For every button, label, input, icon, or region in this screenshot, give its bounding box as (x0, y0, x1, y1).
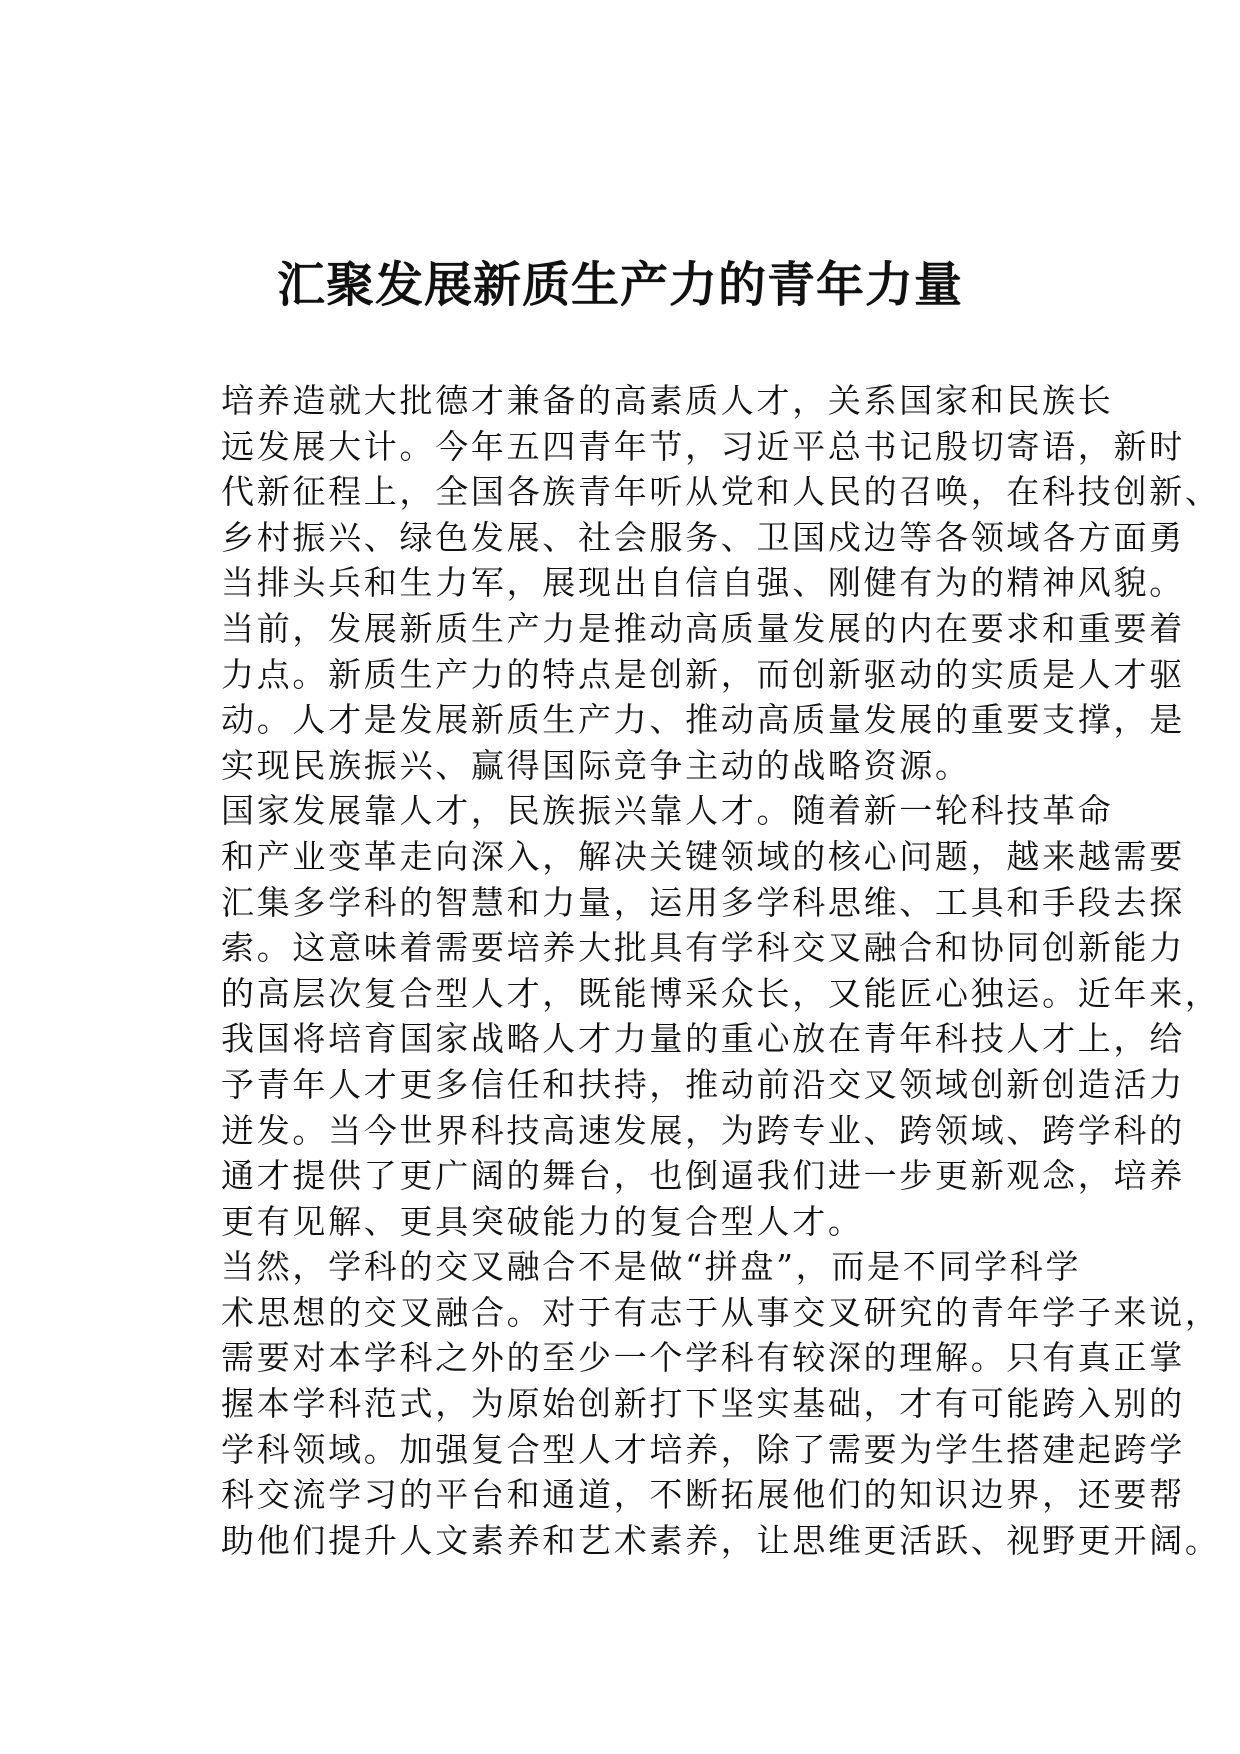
text-line: 助他们提升人文素养和艺术素养，让思维更活跃、视野更开阔。 (221, 1520, 1221, 1560)
text-line: 需要对本学科之外的至少一个学科有较深的理解。只有真正掌 (221, 1338, 1185, 1378)
paragraph-3 (155, 1244, 1221, 1563)
text-line: 当排头兵和生力军，展现出自信自强、刚健有为的精神风貌。 (221, 563, 1185, 603)
text-line: 科交流学习的平台和通道，不断拓展他们的知识边界，还要帮 (221, 1475, 1185, 1515)
document-title: 汇聚发展新质生产力的青年力量 (276, 257, 963, 313)
text-line: 当然，学科的交叉融合不是做“拼盘”，而是不同学科学 (221, 1247, 1082, 1287)
text-line: 实现民族振兴、赢得国际竞争主动的战略资源。 (221, 745, 971, 785)
text-line: 乡村振兴、绿色发展、社会服务、卫国戍边等各领域各方面勇 (221, 517, 1185, 557)
text-line: 的高层次复合型人才，既能博采众长，又能匠心独运。近年来， (221, 973, 1221, 1013)
text-line: 握本学科范式，为原始创新打下坚实基础，才有可能跨入别的 (221, 1384, 1185, 1424)
text-line: 术思想的交叉融合。对于有志于从事交叉研究的青年学子来说， (221, 1292, 1221, 1332)
text-line: 远发展大计。今年五四青年节，习近平总书记殷切寄语，新时 (221, 426, 1185, 466)
document-body (155, 378, 1221, 1563)
text-line: 国家发展靠人才，民族振兴靠人才。随着新一轮科技革命 (221, 791, 1114, 831)
text-line: 代新征程上，全国各族青年听从党和人民的召唤，在科技创新、 (221, 472, 1221, 512)
text-line: 迸发。当今世界科技高速发展，为跨专业、跨领域、跨学科的 (221, 1110, 1185, 1150)
paragraph-1 (155, 378, 1221, 788)
text-line: 通才提供了更广阔的舞台，也倒逼我们进一步更新观念，培养 (221, 1156, 1185, 1196)
text-line: 索。这意味着需要培养大批具有学科交叉融合和协同创新能力 (221, 928, 1185, 968)
text-line: 力点。新质生产力的特点是创新，而创新驱动的实质是人才驱 (221, 654, 1185, 694)
text-line: 当前，发展新质生产力是推动高质量发展的内在要求和重要着 (221, 608, 1185, 648)
text-line: 予青年人才更多信任和扶持，推动前沿交叉领域创新创造活力 (221, 1064, 1185, 1104)
text-line: 我国将培育国家战略人才力量的重心放在青年科技人才上，给 (221, 1019, 1185, 1059)
text-line: 动。人才是发展新质生产力、推动高质量发展的重要支撑，是 (221, 700, 1185, 740)
text-line: 更有见解、更具突破能力的复合型人才。 (221, 1201, 864, 1241)
text-line: 和产业变革走向深入，解决关键领域的核心问题，越来越需要 (221, 836, 1185, 876)
text-line: 汇集多学科的智慧和力量，运用多学科思维、工具和手段去探 (221, 882, 1185, 922)
paragraph-2 (155, 788, 1221, 1244)
text-line: 培养造就大批德才兼备的高素质人才，关系国家和民族长 (221, 381, 1114, 420)
text-line: 学科领域。加强复合型人才培养，除了需要为学生搭建起跨学 (221, 1429, 1185, 1469)
